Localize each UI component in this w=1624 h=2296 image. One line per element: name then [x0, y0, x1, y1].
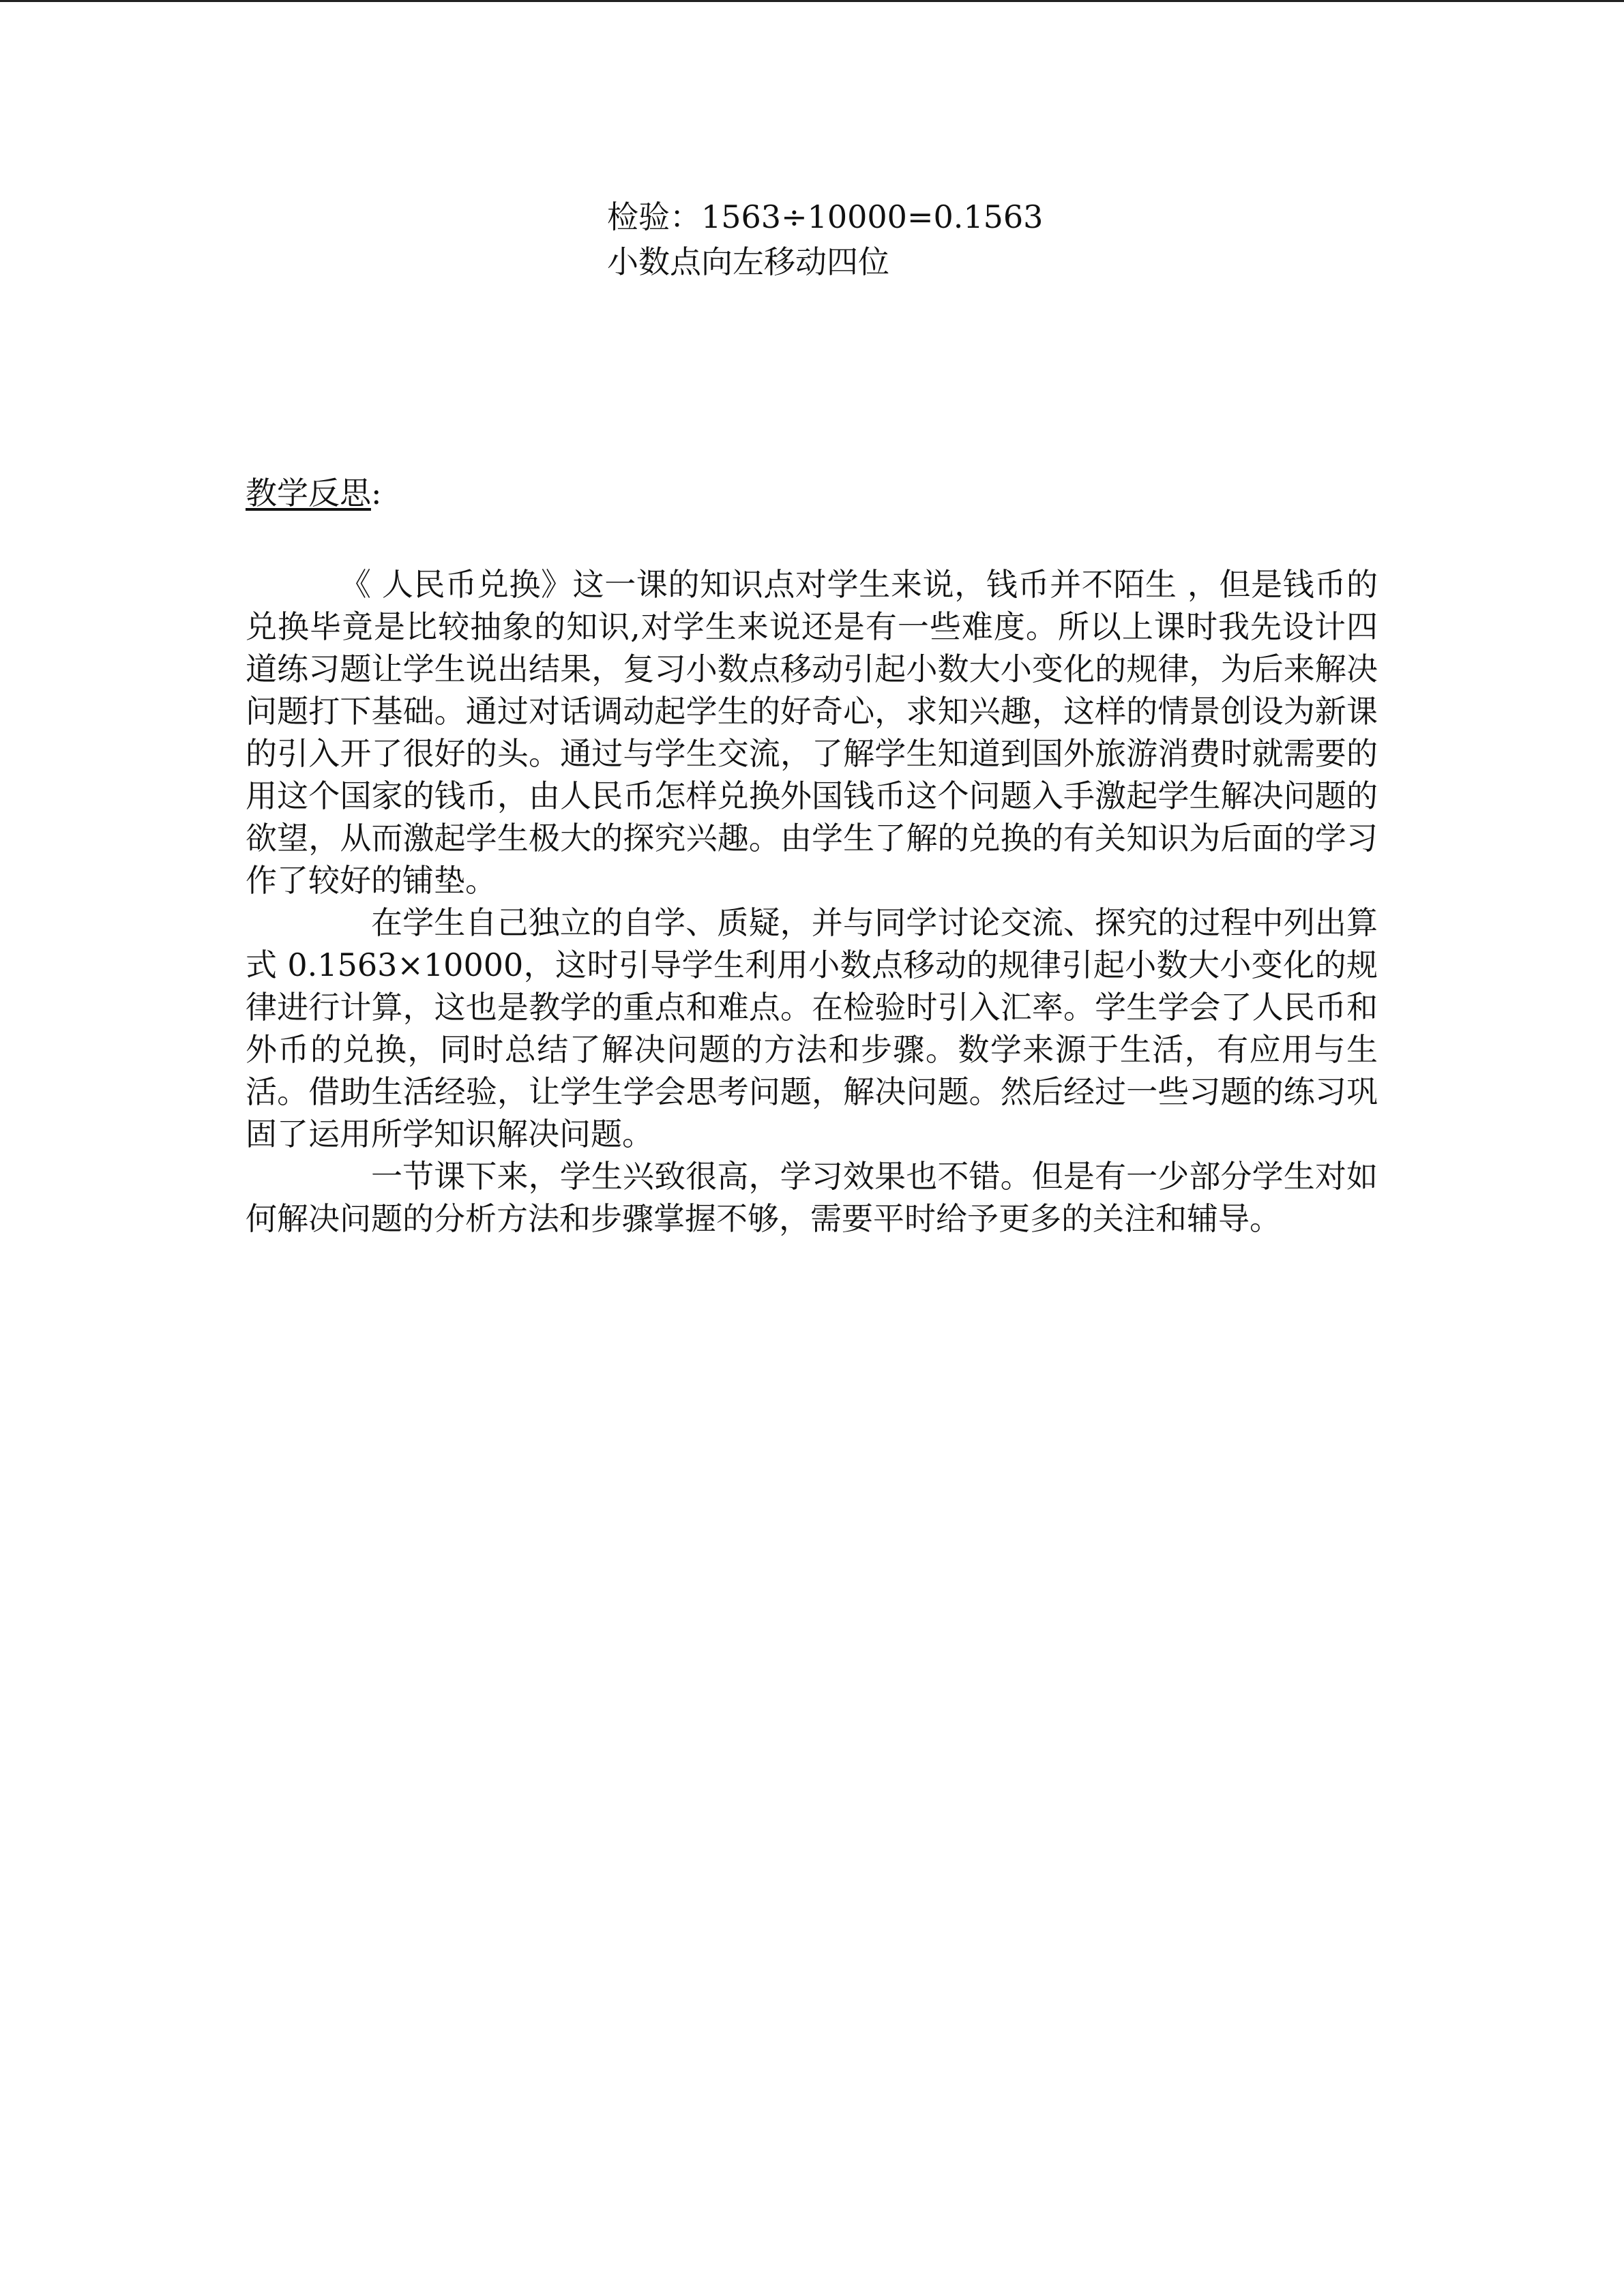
verification-equation: 检验：1563÷10000=0.1563: [607, 198, 1044, 235]
section-heading: [246, 471, 1378, 516]
reflection-paragraph: 《 人民币兑换》这一课的知识点对学生来说，钱币并不陌生 ，但是钱币的兑换毕竟是比较抽象的知识,对学生来说还是有一些难度。所以上课时我先设计四道练习题让学生说出结果，复习小数点移动引起小数大小变化的规律，为后来解决问题打下基础。通过对话调动起学生的好奇心，求知兴趣，这样的情景创设为新课的引入开了很好的头。通过与学生交流，了解学生知道到国外旅游消费时就需要的用这个国家的钱币，由人民币怎样兑换外国钱币这个问题入手激起学生解决问题的欲望，从而激起学生极大的探究兴趣。由学生了解的兑换的有关知识为后面的学习作了较好的铺垫。: [246, 566, 1378, 899]
section-heading-label: 教学反思: [246, 475, 371, 511]
teaching-reflection-section: [246, 471, 1378, 1240]
verification-block: [607, 194, 1043, 284]
section-heading-colon: :: [371, 475, 382, 511]
page-top-border: [0, 0, 1624, 2]
reflection-paragraph: 一节课下来，学生兴致很高，学习效果也不错。但是有一少部分学生对如何解决问题的分析方法和步骤掌握不够，需要平时给予更多的关注和辅导。: [246, 1158, 1378, 1237]
reflection-paragraph: 在学生自己独立的自学、质疑，并与同学讨论交流、探究的过程中列出算式 0.1563×10000，这时引导学生利用小数点移动的规律引起小数大小变化的规律进行计算，这也是教学的重点和难点。在检验时引入汇率。学生学会了人民币和外币的兑换，同时总结了解决问题的方法和步骤。数学来源于生活，有应用与生活。借助生活经验，让学生学会思考问题，解决问题。然后经过一些习题的练习巩固了运用所学知识解决问题。: [246, 904, 1378, 1152]
verification-note: 小数点向左移动四位: [607, 243, 889, 280]
